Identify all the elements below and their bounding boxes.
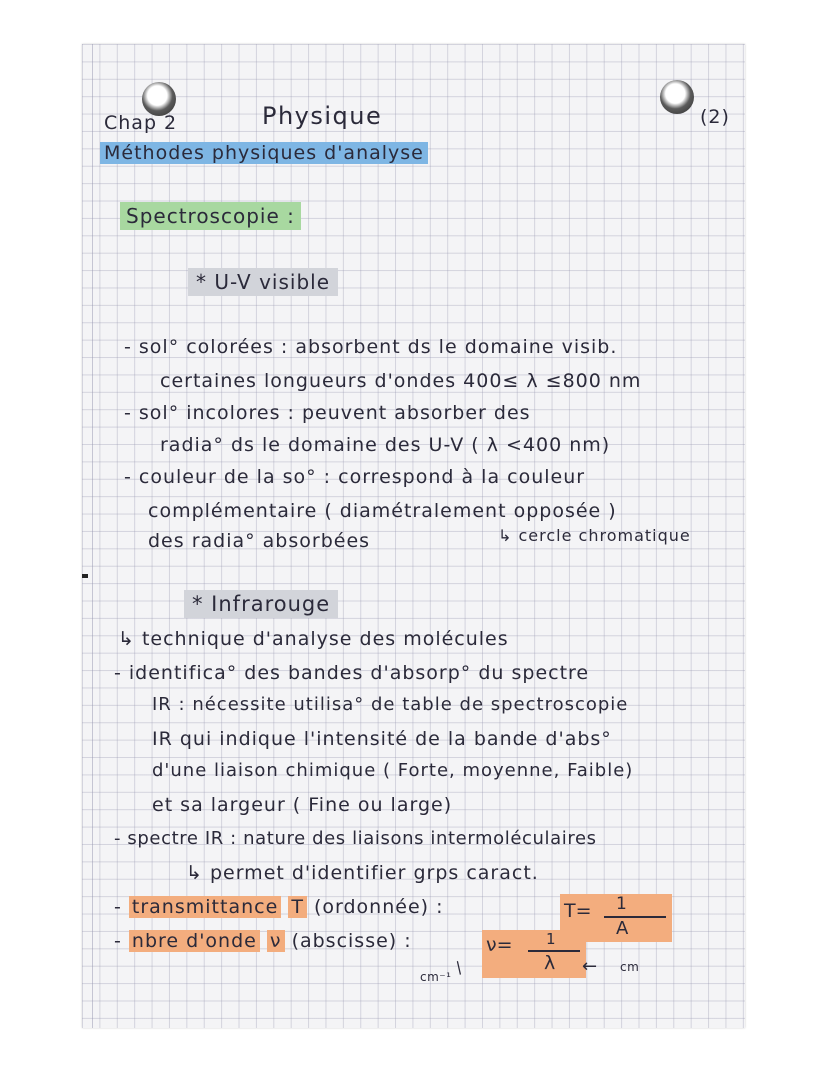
edge-mark xyxy=(82,574,88,578)
ir-line-4: IR qui indique l'intensité de la bande d'abs° xyxy=(152,728,612,750)
ir-line-3: IR : nécessite utilisa° de table de spectroscopie xyxy=(152,694,629,715)
wavenumber-line xyxy=(114,930,412,952)
margin-line xyxy=(92,44,93,1028)
punch-hole-right xyxy=(660,80,694,114)
transmittance-fraction-bar xyxy=(604,916,666,918)
uv-line-5: - couleur de la so° : correspond à la couleur xyxy=(124,466,586,488)
wavenumber-dash: - xyxy=(114,930,122,952)
transmittance-label: transmittance xyxy=(129,896,281,918)
ir-heading: * Infrarouge xyxy=(184,590,338,618)
wavenumber-formula xyxy=(482,930,586,978)
uv-line-6: complémentaire ( diamétralement opposée ) xyxy=(148,500,617,522)
uv-line-2: certaines longueurs d'ondes 400≤ λ ≤800 nm xyxy=(160,370,642,392)
uv-heading: * U-V visible xyxy=(188,268,338,296)
uv-note: ↳ cercle chromatique xyxy=(498,526,691,545)
uv-line-7: des radia° absorbées xyxy=(148,530,371,552)
transmittance-dash: - xyxy=(114,896,122,918)
unit-cm-inverse: cm⁻¹ xyxy=(420,970,452,984)
wavenumber-axis: (abscisse) : xyxy=(291,930,412,952)
chapter-label: Chap 2 xyxy=(104,112,178,134)
chapter-title: Méthodes physiques d'analyse xyxy=(100,142,428,164)
ir-line-8: ↳ permet d'identifier grps caract. xyxy=(186,862,539,884)
ir-line-5: d'une liaison chimique ( Forte, moyenne, Faible) xyxy=(152,760,634,781)
wavenumber-label: nbre d'onde xyxy=(129,930,260,952)
transmittance-axis: (ordonnée) : xyxy=(313,896,444,918)
unit-cm: cm xyxy=(620,960,640,974)
uv-line-3: - sol° incolores : peuvent absorber des xyxy=(124,402,531,424)
punch-hole-left xyxy=(142,82,176,116)
section-title: Spectroscopie : xyxy=(120,202,301,230)
transmittance-denominator: A xyxy=(616,918,629,939)
transmittance-formula-lhs: T= xyxy=(564,900,592,922)
uv-line-4: radia° ds le domaine des U-V ( λ <400 nm) xyxy=(160,434,611,456)
wavenumber-formula-lhs: ν= xyxy=(486,934,513,956)
wavenumber-symbol: ν xyxy=(267,930,285,952)
wavenumber-denominator: λ xyxy=(544,952,556,974)
subject-title: Physique xyxy=(262,102,383,130)
ir-line-6: et sa largeur ( Fine ou large) xyxy=(152,794,453,816)
page-number: (2) xyxy=(700,106,730,128)
uv-line-1: - sol° colorées : absorbent ds le domaine visib. xyxy=(124,336,618,358)
ir-line-1: ↳ technique d'analyse des molécules xyxy=(118,628,509,650)
unit-pointer-left: / xyxy=(451,957,466,978)
transmittance-line xyxy=(114,896,444,918)
notebook-page xyxy=(82,44,745,1028)
ir-line-2: - identifica° des bandes d'absorp° du spectre xyxy=(114,662,590,684)
transmittance-numerator: 1 xyxy=(616,894,627,914)
wavenumber-numerator: 1 xyxy=(546,930,556,948)
ir-line-7: - spectre IR : nature des liaisons intermoléculaires xyxy=(114,828,597,849)
transmittance-symbol: T xyxy=(288,896,307,918)
unit-pointer-right: ← xyxy=(582,956,598,977)
